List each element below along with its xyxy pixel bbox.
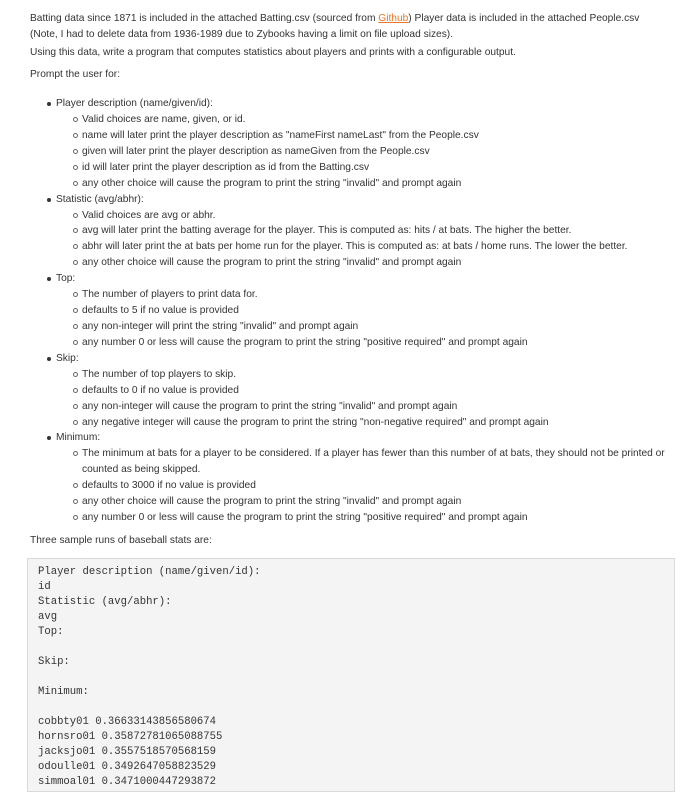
list-item: any non-integer will cause the program to print the string "invalid" and prompt again bbox=[56, 399, 693, 415]
list-item: defaults to 3000 if no value is provided bbox=[56, 478, 693, 494]
list-item: any other choice will cause the program to print the string "invalid" and prompt again bbox=[56, 494, 693, 510]
list-item: The number of players to print data for. bbox=[56, 287, 693, 303]
sample-runs-heading: Three sample runs of baseball stats are: bbox=[30, 535, 212, 546]
task-description: Using this data, write a program that computes statistics about players and prints with a configurable output. bbox=[30, 47, 516, 58]
list-item: abhr will later print the at bats per home run for the player. This is computed as: at bats / home runs. The lower the better. bbox=[56, 239, 693, 255]
list-item: The number of top players to skip. bbox=[56, 367, 693, 383]
code-line: hornsro01 0.35872781065088755 bbox=[38, 731, 223, 743]
section-title: Player description (name/given/id): bbox=[56, 98, 213, 109]
intro-text-after-link: ) Player data is included in the attached People.csv bbox=[408, 13, 640, 24]
code-line: cobbty01 0.36633143856580674 bbox=[38, 716, 217, 728]
github-link[interactable]: Github bbox=[378, 13, 409, 24]
section-player-description bbox=[0, 96, 693, 192]
code-line: Minimum: bbox=[38, 686, 89, 698]
section-items bbox=[56, 446, 693, 526]
code-line bbox=[38, 640, 674, 655]
code-line: simmoal01 0.3471000447293872 bbox=[38, 776, 217, 788]
section-title: Statistic (avg/abhr): bbox=[56, 193, 144, 205]
prompt-list bbox=[0, 96, 693, 526]
list-item: Valid choices are avg or abhr. bbox=[56, 208, 693, 224]
sample-output-code-block bbox=[27, 558, 675, 792]
section-items bbox=[56, 112, 693, 192]
code-line bbox=[38, 700, 674, 715]
section-skip bbox=[0, 351, 693, 431]
list-item: any other choice will cause the program to print the string "invalid" and prompt again bbox=[56, 255, 693, 271]
list-item: any non-integer will print the string "invalid" and prompt again bbox=[56, 319, 693, 335]
code-line: Top: bbox=[38, 626, 64, 638]
list-item: defaults to 0 if no value is provided bbox=[56, 383, 693, 399]
list-item: Valid choices are name, given, or id. bbox=[56, 112, 693, 128]
list-item: avg will later print the batting average for the player. This is computed as: hits / at bats. The higher the better. bbox=[56, 223, 693, 239]
list-item: The minimum at bats for a player to be considered. If a player has fewer than this number of at bats, they should not be printed or counted as being skipped. bbox=[56, 446, 693, 478]
code-line: Skip: bbox=[38, 656, 70, 668]
prompt-heading: Prompt the user for: bbox=[30, 69, 121, 80]
section-items bbox=[56, 208, 693, 272]
list-item: id will later print the player description as id from the Batting.csv bbox=[56, 160, 693, 176]
intro-line-1 bbox=[30, 11, 680, 27]
code-line bbox=[38, 670, 674, 685]
code-line: Statistic (avg/abhr): bbox=[38, 596, 172, 608]
code-line: id bbox=[38, 581, 51, 593]
list-item: name will later print the player description as "nameFirst nameLast" from the People.csv bbox=[56, 128, 693, 144]
list-item: any number 0 or less will cause the program to print the string "positive required" and prompt again bbox=[56, 510, 693, 526]
section-title: Skip: bbox=[56, 352, 79, 364]
list-item: given will later print the player description as nameGiven from the People.csv bbox=[56, 144, 693, 160]
section-items bbox=[56, 367, 693, 431]
section-minimum bbox=[0, 430, 693, 526]
code-line: avg bbox=[38, 611, 58, 623]
section-title: Minimum: bbox=[56, 432, 101, 444]
code-line: Player description (name/given/id): bbox=[38, 566, 261, 578]
section-title: Top: bbox=[56, 273, 76, 285]
section-statistic bbox=[0, 192, 693, 272]
section-items bbox=[56, 287, 693, 351]
intro-paragraph bbox=[30, 11, 680, 42]
code-line: jacksjo01 0.3557518570568159 bbox=[38, 746, 217, 758]
code-line: odoulle01 0.3492647058823529 bbox=[38, 761, 217, 773]
list-item: any negative integer will cause the program to print the string "non-negative required" and prompt again bbox=[56, 415, 693, 431]
list-item: defaults to 5 if no value is provided bbox=[56, 303, 693, 319]
list-item: any number 0 or less will cause the program to print the string "positive required" and prompt again bbox=[56, 335, 693, 351]
intro-text-before-link: Batting data since 1871 is included in the attached Batting.csv (sourced from bbox=[30, 13, 379, 24]
list-item: any other choice will cause the program to print the string "invalid" and prompt again bbox=[56, 176, 693, 192]
intro-line-2: (Note, I had to delete data from 1936-1989 due to Zybooks having a limit on file upload sizes). bbox=[30, 28, 454, 40]
section-top bbox=[0, 271, 693, 351]
